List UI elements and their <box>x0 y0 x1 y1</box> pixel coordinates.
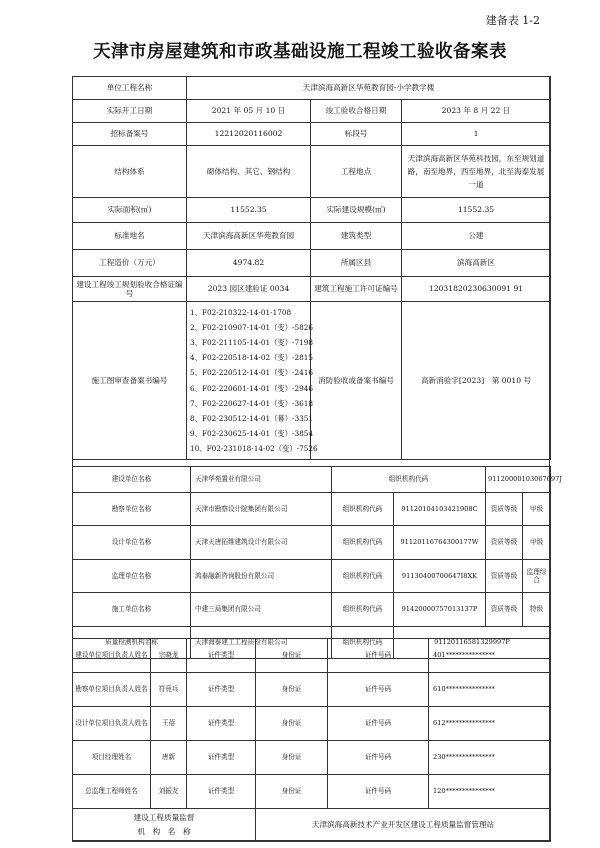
id-type-label: 证件类型 <box>187 673 256 707</box>
district-label: 所属区县 <box>311 250 402 277</box>
structure-value: 砌体结构、其它、钢结构 <box>187 146 311 198</box>
drawing-review-item: 9、F02-230625-14-01（变）-3854 <box>190 428 314 438</box>
supervisor-level: 监理综合 <box>523 560 551 593</box>
drawing-review-item: 1、F02-210322-14-01-1708 <box>190 308 292 318</box>
id-number-label: 证件号码 <box>328 639 429 673</box>
row-dates <box>73 100 551 123</box>
contractor-code-label: 组织机构代码 <box>332 593 394 627</box>
person-row <box>73 673 551 707</box>
row-area <box>73 198 551 223</box>
permit-value: 12031820230630091 91 <box>402 277 551 302</box>
builder-label: 建设单位名称 <box>73 467 191 493</box>
permit-label: 建筑工程施工许可证编号 <box>311 277 402 302</box>
survey-code-label: 组织机构代码 <box>332 493 394 526</box>
supervisor-name: 鸿泰融新咨询股份有限公司 <box>191 560 332 593</box>
unit-name-label: 单位工程名称 <box>73 77 187 100</box>
drawing-review-item: 7、F02-220627-14-01（变）-3618 <box>190 398 314 408</box>
person-name: 宗晓龙 <box>151 639 187 673</box>
id-type: 身份证 <box>256 775 328 809</box>
id-type-label: 证件类型 <box>187 775 256 809</box>
id-type-label: 证件类型 <box>187 639 256 673</box>
landmark-label: 标准地名 <box>73 223 187 250</box>
quality-test-label: 质量检测机构名称 <box>73 627 191 659</box>
planning-cert-label: 建设工程竣工规划验收合格证编号 <box>73 277 187 302</box>
id-number: 120*************** <box>429 775 551 809</box>
cost-label: 工程造价（万元） <box>73 250 187 277</box>
quality-test-code-label: 组织机构代码 <box>332 627 394 659</box>
person-role: 项目经理姓名 <box>73 741 151 775</box>
id-number-label: 证件号码 <box>328 741 429 775</box>
id-type: 身份证 <box>256 639 328 673</box>
id-number-label: 证件号码 <box>328 673 429 707</box>
persons-table <box>72 638 551 842</box>
landmark-value: 天津滨海高新区华苑教育园 <box>187 223 311 250</box>
row-unit-name <box>73 77 551 100</box>
drawing-review-label: 施工图审查备案书编号 <box>73 302 187 460</box>
id-type: 身份证 <box>256 707 328 741</box>
building-type-value: 公建 <box>402 223 551 250</box>
supervision-label-line1: 建设工程质量监督 <box>133 812 195 822</box>
drawing-review-item: 10、F02-231018-14-02（变）-7526 <box>190 443 318 453</box>
builder-name: 天津华苑置业有限公司 <box>191 467 332 493</box>
contractor-label: 施工单位名称 <box>73 593 191 627</box>
row-supervision-agency <box>73 809 551 842</box>
scale-label: 实际建设规模(㎡) <box>311 198 402 223</box>
scale-value: 11552.35 <box>402 198 551 223</box>
start-date-label: 实际开工日期 <box>73 100 187 123</box>
drawing-review-values <box>187 302 318 460</box>
person-row <box>73 775 551 809</box>
row-bid <box>73 123 551 146</box>
drawing-review-item: 5、F02-220512-14-01（变）-2416 <box>190 368 314 378</box>
person-role: 设计单位项目负责人姓名 <box>73 707 151 741</box>
id-number: 612*************** <box>429 707 551 741</box>
accept-date-value: 2023 年 8 月 22 日 <box>402 100 551 123</box>
row-survey <box>73 493 551 526</box>
drawing-review-item: 8、F02-230512-14-01（幕）-3351 <box>190 413 314 423</box>
row-design <box>73 526 551 560</box>
builder-code-label: 组织机构代码 <box>332 467 486 493</box>
location-value: 天津滨海高新区华苑科技园，东至规划道路，南至地界，西至地界，北至海泰发展一道 <box>402 146 551 198</box>
supervisor-level-label: 资质等级 <box>486 560 523 593</box>
design-code: 91120116764300177W <box>394 526 486 560</box>
contractor-level: 特级 <box>523 593 551 627</box>
person-name: 唐新 <box>151 741 187 775</box>
survey-level-label: 资质等级 <box>486 493 523 526</box>
person-role: 总监理工程师姓名 <box>73 775 151 809</box>
drawing-review-item: 6、F02-220601-14-01（变）-2946 <box>190 383 314 393</box>
drawing-review-item: 2、F02-210907-14-01（变）-5826 <box>190 323 314 333</box>
section-no-value: 1 <box>402 123 551 146</box>
design-level: 甲级 <box>523 526 551 560</box>
id-number-label: 证件号码 <box>328 707 429 741</box>
quality-test-code: 91120116581329997P <box>394 627 551 659</box>
row-drawing-review <box>73 302 551 460</box>
row-supervisor <box>73 560 551 593</box>
drawing-review-item: 4、F02-220518-14-02（变）-2815 <box>190 353 314 363</box>
person-role: 勘察单位项目负责人姓名 <box>73 673 151 707</box>
organizations-table <box>72 466 562 659</box>
row-cost <box>73 250 551 277</box>
section-no-label: 标段号 <box>311 123 402 146</box>
person-name: 符竟兵 <box>151 673 187 707</box>
survey-level: 甲级 <box>523 493 551 526</box>
supervisor-label: 监理单位名称 <box>73 560 191 593</box>
builder-code: 91120000103067697J <box>486 467 551 493</box>
survey-name: 天津市勘察设计院集团有限公司 <box>191 493 332 526</box>
planning-cert-value: 2023 园区建验证 0034 <box>187 277 311 302</box>
row-structure <box>73 146 551 198</box>
quality-test-name: 天津海泰建工工程质检有限公司 <box>191 627 332 659</box>
person-row <box>73 741 551 775</box>
fire-cert-label: 消防验收或备案书编号 <box>311 302 402 460</box>
design-level-label: 资质等级 <box>486 526 523 560</box>
id-type: 身份证 <box>256 673 328 707</box>
cost-value: 4974.82 <box>187 250 311 277</box>
contractor-name: 中建三局集团有限公司 <box>191 593 332 627</box>
id-type-label: 证件类型 <box>187 707 256 741</box>
design-label: 设计单位名称 <box>73 526 191 560</box>
id-number-label: 证件号码 <box>328 775 429 809</box>
survey-label: 勘察单位名称 <box>73 493 191 526</box>
person-row <box>73 707 551 741</box>
supervision-agency-label <box>73 809 256 842</box>
row-builder <box>73 467 551 493</box>
supervision-label-line2: 机 构 名 称 <box>137 827 191 836</box>
person-name: 王蓓 <box>151 707 187 741</box>
drawing-review-item: 3、F02-211105-14-01（变）-7198 <box>190 338 314 348</box>
bid-no-value: 12212020116002 <box>187 123 311 146</box>
supervisor-code-label: 组织机构代码 <box>332 560 394 593</box>
contractor-code: 91420000757013137P <box>394 593 486 627</box>
form-number: 建备表 1-2 <box>485 14 540 27</box>
person-row <box>73 639 551 673</box>
project-info-table <box>72 76 551 460</box>
person-role: 建设单位项目负责人姓名 <box>73 639 151 673</box>
row-landmark <box>73 223 551 250</box>
supervisor-code: 91130400700647I8XK <box>394 560 486 593</box>
design-name: 天津天唐拓维建筑设计有限公司 <box>191 526 332 560</box>
design-code-label: 组织机构代码 <box>332 526 394 560</box>
person-name: 刘振友 <box>151 775 187 809</box>
district-value: 滨海高新区 <box>402 250 551 277</box>
drawing-review-list <box>190 305 318 456</box>
supervision-agency-value: 天津滨海高新技术产业开发区建设工程质量监督管理站 <box>256 809 551 842</box>
id-type: 身份证 <box>256 741 328 775</box>
area-label: 实际面积(㎡) <box>73 198 187 223</box>
row-planning <box>73 277 551 302</box>
fire-cert-value: 高新消验字[2023] 第 0010 号 <box>402 302 551 460</box>
row-contractor <box>73 593 551 627</box>
location-label: 工程地点 <box>311 146 402 198</box>
page-title: 天津市房屋建筑和市政基础设施工程竣工验收备案表 <box>93 42 507 62</box>
id-number: 401*************** <box>429 639 551 673</box>
id-number: 610*************** <box>429 673 551 707</box>
survey-code: 91120104103421908C <box>394 493 486 526</box>
unit-name-value: 天津滨海高新区华苑教育园-小学教学楼 <box>187 77 551 100</box>
area-value: 11552.35 <box>187 198 311 223</box>
id-type-label: 证件类型 <box>187 741 256 775</box>
id-number: 230*************** <box>429 741 551 775</box>
contractor-level-label: 资质等级 <box>486 593 523 627</box>
accept-date-label: 竣工验收合格日期 <box>311 100 402 123</box>
bid-no-label: 招标备案号 <box>73 123 187 146</box>
start-date-value: 2021 年 05 月 10 日 <box>187 100 311 123</box>
structure-label: 结构体系 <box>73 146 187 198</box>
building-type-label: 建筑类型 <box>311 223 402 250</box>
